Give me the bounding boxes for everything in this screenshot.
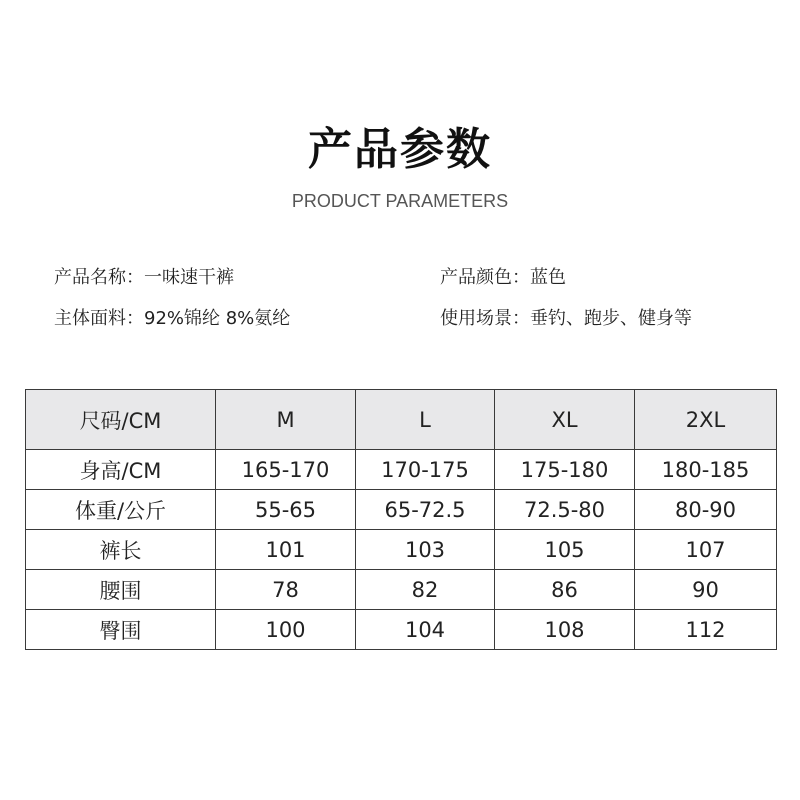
table-header-row [26, 390, 777, 450]
spec-label: 产品颜色： [440, 267, 530, 288]
spec-product-name [54, 266, 234, 290]
table-cell: 108 [495, 610, 635, 650]
size-chart-table [25, 389, 777, 650]
spec-label: 使用场景： [440, 308, 530, 329]
table-cell: 90 [635, 570, 777, 610]
table-cell: 65-72.5 [356, 490, 495, 530]
spec-product-color [440, 266, 566, 290]
spec-value: 92%锦纶 8%氨纶 [144, 308, 291, 329]
table-cell: 170-175 [356, 450, 495, 490]
table-cell: 175-180 [495, 450, 635, 490]
spec-value: 垂钓、跑步、健身等 [530, 308, 692, 329]
table-cell: 86 [495, 570, 635, 610]
table-cell: 82 [356, 570, 495, 610]
table-cell: 104 [356, 610, 495, 650]
table-cell: 165-170 [216, 450, 356, 490]
table-cell: 107 [635, 530, 777, 570]
table-cell: 101 [216, 530, 356, 570]
table-row [26, 570, 777, 610]
row-label: 体重/公斤 [26, 490, 216, 530]
table-cell: 105 [495, 530, 635, 570]
table-cell: 72.5-80 [495, 490, 635, 530]
table-cell: 100 [216, 610, 356, 650]
table-cell: 180-185 [635, 450, 777, 490]
row-label: 腰围 [26, 570, 216, 610]
table-cell: 103 [356, 530, 495, 570]
page-subtitle: PRODUCT PARAMETERS [291, 191, 509, 211]
table-cell: 80-90 [635, 490, 777, 530]
table-cell: 78 [216, 570, 356, 610]
header-cell: 尺码/CM [26, 390, 216, 450]
spec-usage [440, 307, 692, 331]
spec-value: 一味速干裤 [144, 267, 234, 288]
row-label: 臀围 [26, 610, 216, 650]
header-cell: XL [495, 390, 635, 450]
header-cell: 2XL [635, 390, 777, 450]
table-row [26, 450, 777, 490]
header-cell: L [356, 390, 495, 450]
table-row [26, 490, 777, 530]
spec-fabric [54, 307, 290, 331]
header-cell: M [216, 390, 356, 450]
spec-label: 主体面料： [54, 308, 144, 329]
table-cell: 112 [635, 610, 777, 650]
table-row [26, 530, 777, 570]
spec-label: 产品名称： [54, 267, 144, 288]
row-label: 裤长 [26, 530, 216, 570]
page-title: 产品参数 [308, 124, 492, 175]
row-label: 身高/CM [26, 450, 216, 490]
table-cell: 55-65 [216, 490, 356, 530]
spec-value: 蓝色 [530, 267, 566, 288]
table-row [26, 610, 777, 650]
